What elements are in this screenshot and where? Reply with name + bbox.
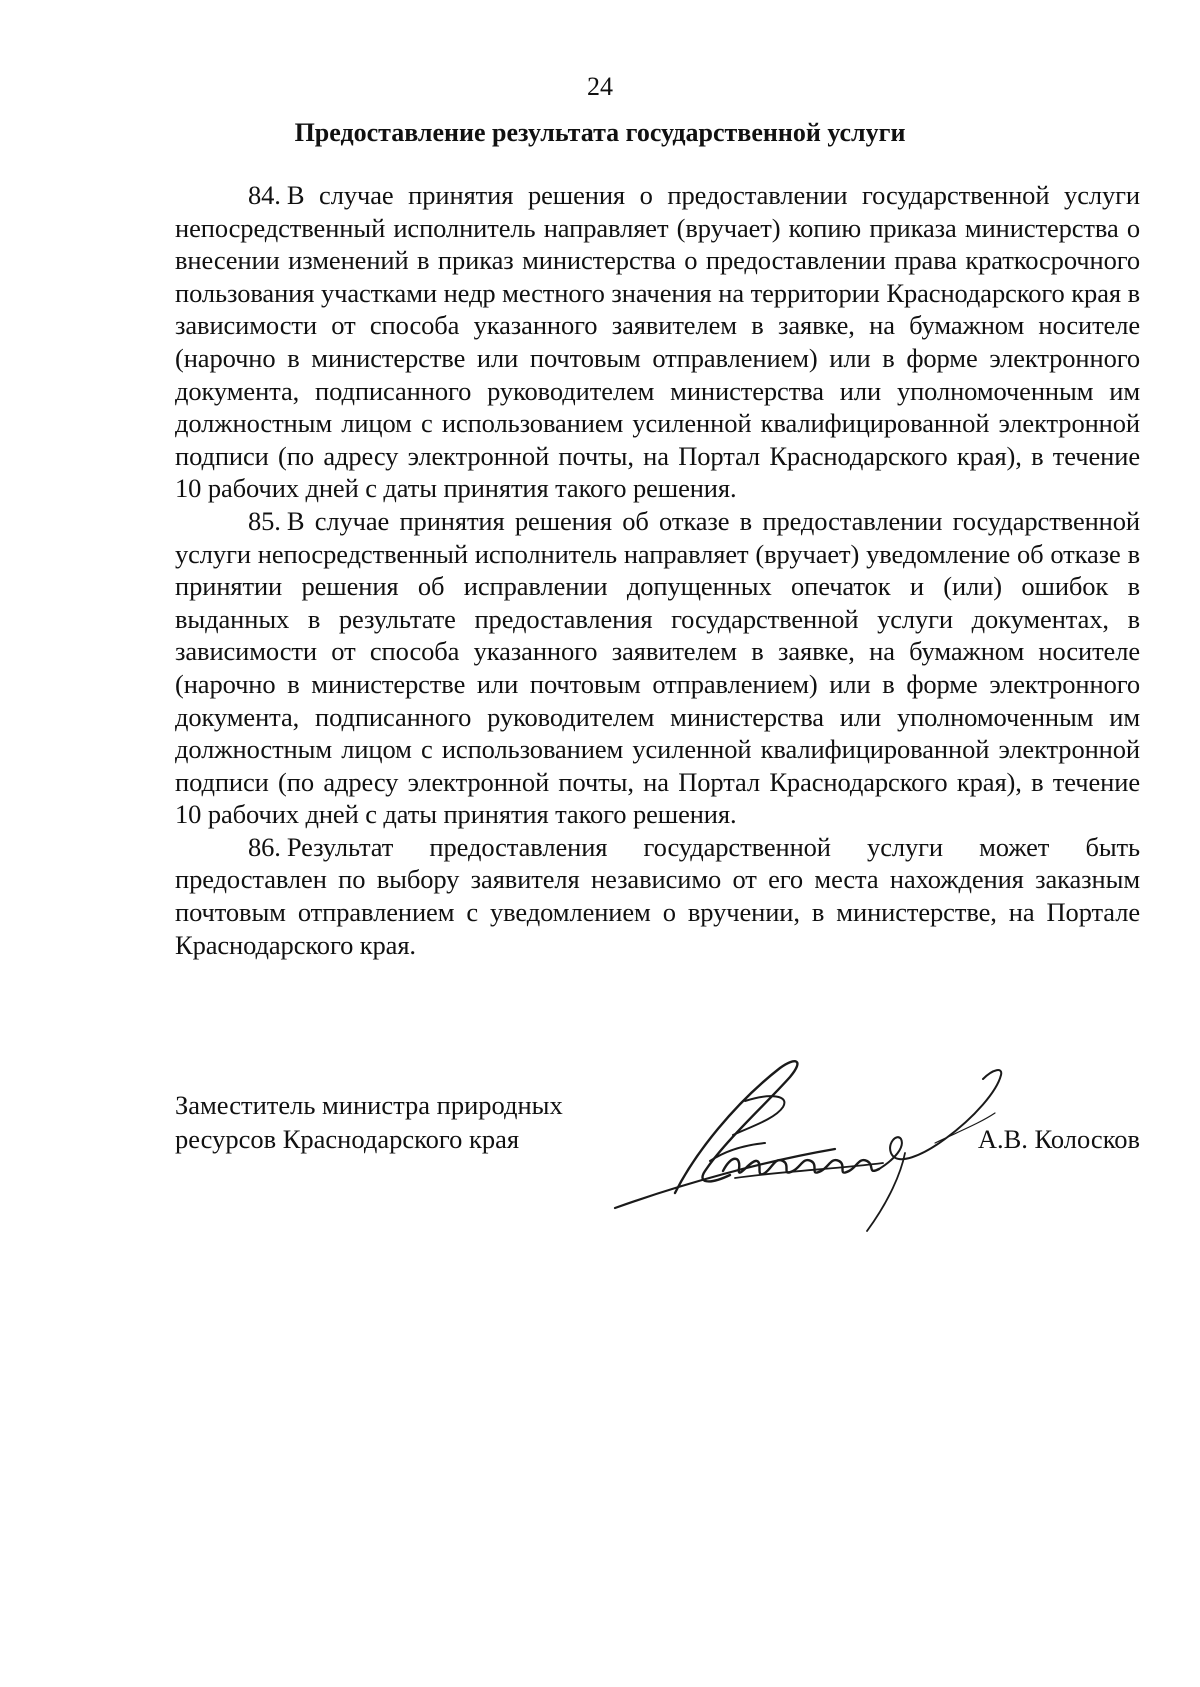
signatory-name: А.В. Колосков bbox=[977, 1124, 1140, 1154]
paragraph-85 bbox=[175, 505, 1140, 831]
section-title: Предоставление результата государственной услуги bbox=[294, 118, 906, 147]
paragraph-84 bbox=[175, 179, 1140, 505]
paragraph-number: 86. bbox=[248, 831, 281, 862]
paragraph-number: 84. bbox=[248, 180, 281, 210]
document-body bbox=[175, 179, 1140, 961]
paragraph-number: 85. bbox=[248, 505, 281, 536]
signatory-title-line: ресурсов Краснодарского края bbox=[175, 1124, 520, 1154]
page-number: 24 bbox=[587, 72, 613, 101]
signatory-title-line: Заместитель министра природных bbox=[175, 1090, 563, 1120]
paragraph-text: В случае принятия решения о предоставлении государственной услуги непосредственный исполнитель направляет (вручает) копию приказа министерства о внесении изменений в приказ министерства о предоставлении права краткосрочного пользования участками недр местного значения на территории Краснодарского края в зависимости от способа указанного заявителем в заявке, на бумажном носителе (нарочно в министерстве или почтовым отправлением) или в форме электронного документа, подписанного руководителем министерства или уполномоченным им должностным лицом с использованием усиленной квалифицированной электронной подписи (по адресу электронной почты, на Портал Краснодарского края), в течение 10 рабочих дней с даты принятия такого решения. bbox=[175, 180, 1140, 504]
signatory-title bbox=[175, 1088, 635, 1156]
paragraph-text: Результат предоставления государственной услуги может быть предоставлен по выбору заявителя независимо от его места нахождения заказным почтовым отправлением с уведомлением о вручении, в министерстве, на Портале Краснодарского края. bbox=[175, 831, 1140, 960]
handwritten-signature bbox=[605, 1043, 1025, 1243]
paragraph-86 bbox=[175, 831, 1140, 961]
signature-block bbox=[175, 1088, 1140, 1218]
paragraph-text: В случае принятия решения об отказе в предоставлении государственной услуги непосредственный исполнитель направляет (вручает) уведомление об отказе в принятии решения об исправлении допущенных опечаток и (или) ошибок в выданных в результате предоставления государственной услуги документах, в зависимости от способа указанного заявителем в заявке, на бумажном носителе (нарочно в министерстве или почтовым отправлением) или в форме электронного документа, подписанного руководителем министерства или уполномоченным им должностным лицом с использованием усиленной квалифицированной электронной подписи (по адресу электронной почты, на Портал Краснодарского края), в течение 10 рабочих дней с даты принятия такого решения. bbox=[175, 505, 1140, 830]
